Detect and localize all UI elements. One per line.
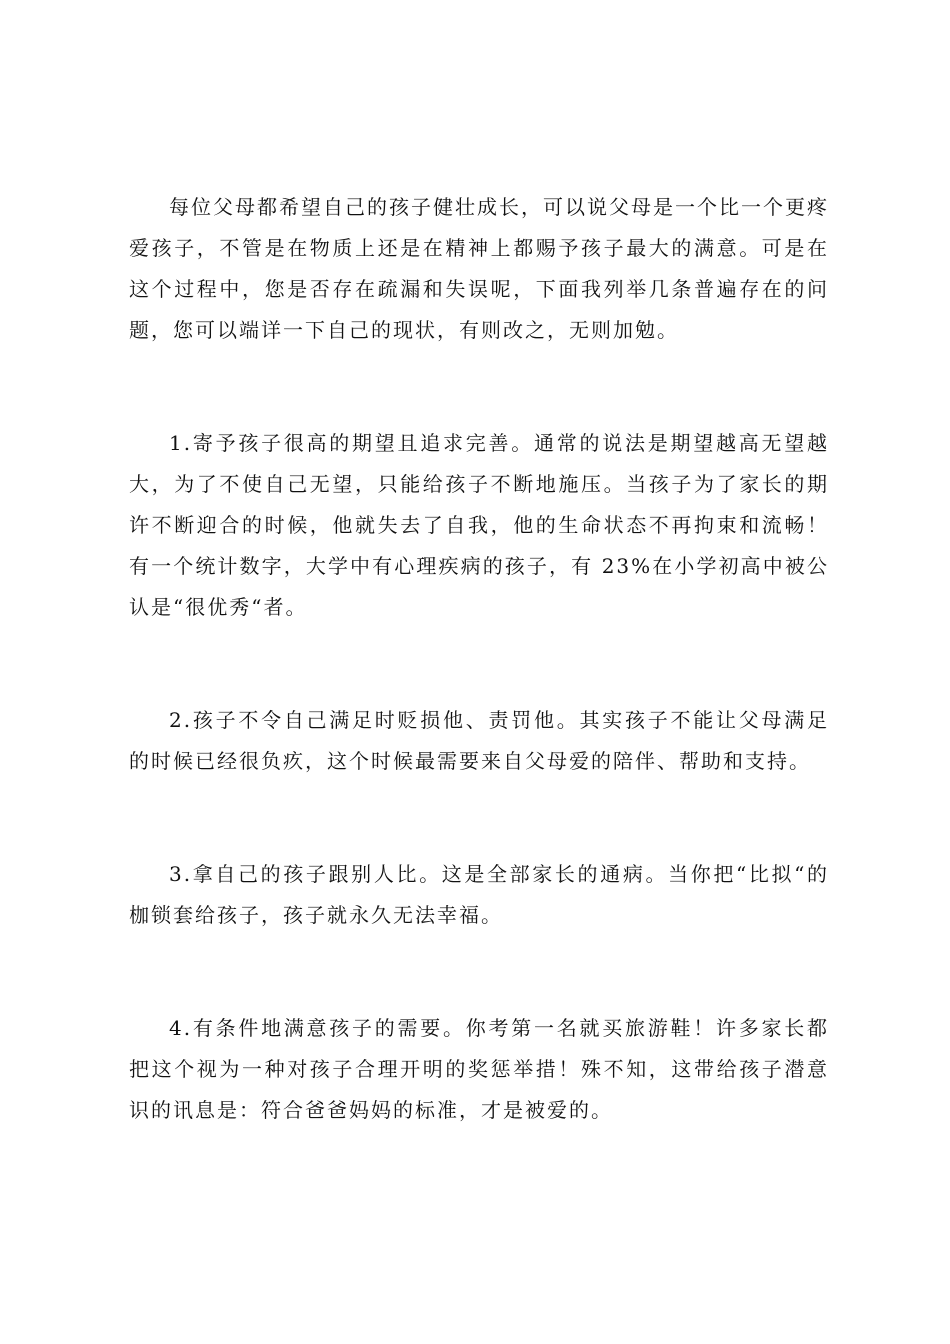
point-4-paragraph: 4.有条件地满意孩子的需要。你考第一名就买旅游鞋！许多家长都把这个视为一种对孩子合理开明的奖惩举措！殊不知，这带给孩子潜意识的讯息是：符合爸爸妈妈的标准，才是被爱的。 bbox=[129, 1016, 829, 1122]
point-2-paragraph: 2.孩子不令自己满足时贬损他、责罚他。其实孩子不能让父母满足的时候已经很负疚，这个时候最需要来自父母爱的陪伴、帮助和支持。 bbox=[129, 708, 829, 773]
point-3-paragraph: 3.拿自己的孩子跟别人比。这是全部家长的通病。当你把“比拟“的枷锁套给孩子，孩子就永久无法幸福。 bbox=[129, 862, 829, 927]
document-body bbox=[129, 187, 829, 1131]
point-1-paragraph: 1.寄予孩子很高的期望且追求完善。通常的说法是期望越高无望越大，为了不使自己无望，只能给孩子不断地施压。当孩子为了家长的期许不断迎合的时候，他就失去了自我，他的生命状态不再拘束和流畅！有一个统计数字，大学中有心理疾病的孩子，有 23%在小学初高中被公认是“很优秀“者。 bbox=[129, 431, 829, 619]
intro-paragraph: 每位父母都希望自己的孩子健壮成长，可以说父母是一个比一个更疼爱孩子，不管是在物质上还是在精神上都赐予孩子最大的满意。可是在这个过程中，您是否存在疏漏和失误呢，下面我列举几条普遍存在的问题，您可以端详一下自己的现状，有则改之，无则加勉。 bbox=[129, 195, 829, 342]
